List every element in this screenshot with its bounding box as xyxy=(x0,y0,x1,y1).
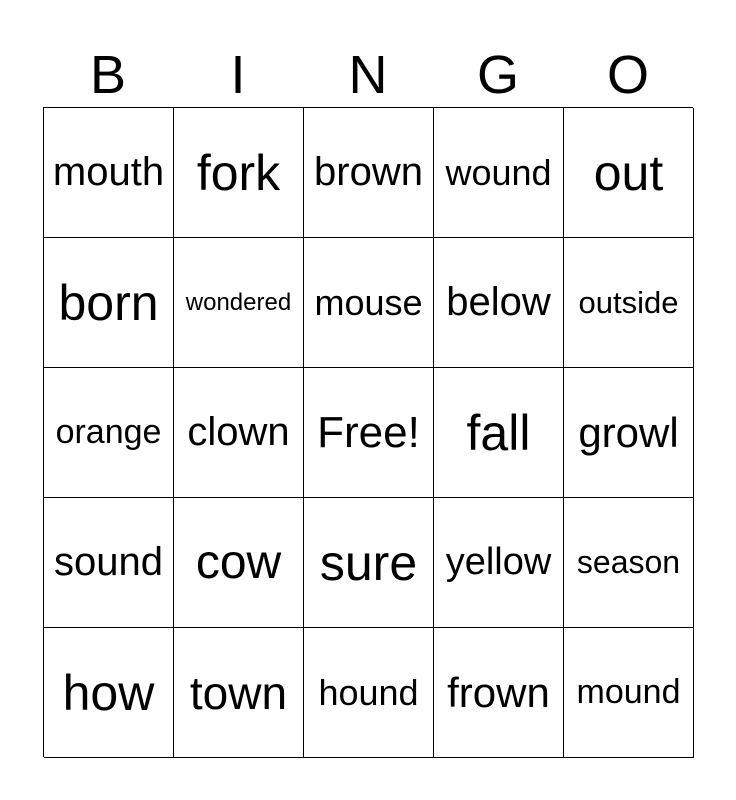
header-letter-o: O xyxy=(606,45,649,105)
header-letter-g: G xyxy=(476,45,519,105)
bingo-cell: fall xyxy=(434,368,564,498)
bingo-cell: orange xyxy=(44,368,174,498)
bingo-cell: mouse xyxy=(304,238,434,368)
bingo-cell: sound xyxy=(44,498,174,628)
bingo-cell: how xyxy=(44,628,174,758)
bingo-cell: fork xyxy=(174,108,304,238)
bingo-cell: born xyxy=(44,238,174,368)
bingo-cell: clown xyxy=(174,368,304,498)
header-letter-b: B xyxy=(89,45,127,105)
bingo-cell: wound xyxy=(434,108,564,238)
header-letter-i: I xyxy=(230,45,246,105)
free-space-cell: Free! xyxy=(304,368,434,498)
bingo-cell: brown xyxy=(304,108,434,238)
bingo-cell: town xyxy=(174,628,304,758)
bingo-cell: cow xyxy=(174,498,304,628)
bingo-cell: below xyxy=(434,238,564,368)
bingo-cell: frown xyxy=(434,628,564,758)
bingo-cell: yellow xyxy=(434,498,564,628)
bingo-cell: growl xyxy=(564,368,694,498)
bingo-cell: sure xyxy=(304,498,434,628)
bingo-cell: out xyxy=(564,108,694,238)
bingo-cell: mound xyxy=(564,628,694,758)
bingo-cell: season xyxy=(564,498,694,628)
bingo-header xyxy=(43,44,693,106)
bingo-cell: hound xyxy=(304,628,434,758)
bingo-card-grid xyxy=(43,107,693,757)
header-letter-n: N xyxy=(348,45,388,105)
bingo-cell: outside xyxy=(564,238,694,368)
bingo-cell: mouth xyxy=(44,108,174,238)
bingo-cell: wondered xyxy=(174,238,304,368)
